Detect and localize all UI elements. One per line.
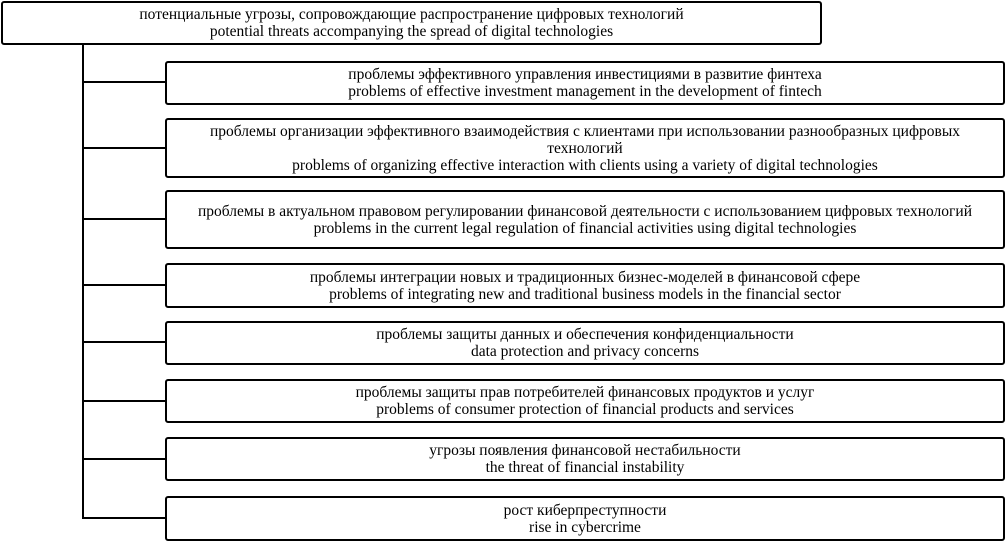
threat-label-en: problems of organizing effective interaction with clients using a variety of digital technologies [292,156,878,174]
root-label-en: potential threats accompanying the spread of digital technologies [209,23,614,40]
threat-node-financial-instability [165,437,1005,481]
branch-connector [82,400,166,402]
threat-node-consumer-protection [165,379,1005,423]
threat-label-en: the threat of financial instability [485,459,685,476]
threat-node-legal-regulation [165,190,1005,249]
branch-connector [82,284,166,286]
threat-label-ru: проблемы защиты прав потребителей финансовых продуктов и услуг [355,384,815,401]
trunk-connector [82,44,84,518]
threat-label-ru: угрозы появления финансовой нестабильности [429,442,741,459]
branch-connector [82,218,166,220]
threat-label-en: problems of integrating new and traditional business models in the financial sector [329,285,841,303]
threat-label-ru: рост киберпреступности [503,501,667,519]
threat-node-fintech-investment [165,61,1005,105]
threat-node-business-models [165,263,1005,308]
root-node [1,1,822,45]
branch-connector [82,517,166,519]
branch-connector [82,458,166,460]
threat-label-ru: проблемы в актуальном правовом регулировании финансовой деятельности с использованием цифровых технологий [198,202,972,220]
branch-connector [82,341,166,343]
branch-connector [82,81,166,83]
threat-label-en: data protection and privacy concerns [470,343,700,360]
threat-label-ru: проблемы защиты данных и обеспечения конфиденциальности [376,326,794,343]
threat-label-ru: проблемы организации эффективного взаимодействия с клиентами при использовании разнообразных цифровых технологий [210,122,960,157]
root-label-ru: потенциальные угрозы, сопровождающие распространение цифровых технологий [139,6,684,23]
threat-label-en: problems of effective investment management in the development of fintech [348,83,822,100]
threat-label-ru: проблемы интеграции новых и традиционных бизнес-моделей в финансовой сфере [309,268,861,286]
threat-label-ru: проблемы эффективного управления инвестициями в развитие финтеха [348,66,822,83]
threat-node-cybercrime [165,496,1005,541]
threat-label-en: rise in cybercrime [529,518,641,536]
threat-node-client-interaction [165,118,1005,178]
threat-node-data-protection [165,321,1005,365]
threat-label-en: problems of consumer protection of financial products and services [376,401,794,418]
branch-connector [82,147,166,149]
threat-label-en: problems in the current legal regulation of financial activities using digital technologies [313,219,857,237]
